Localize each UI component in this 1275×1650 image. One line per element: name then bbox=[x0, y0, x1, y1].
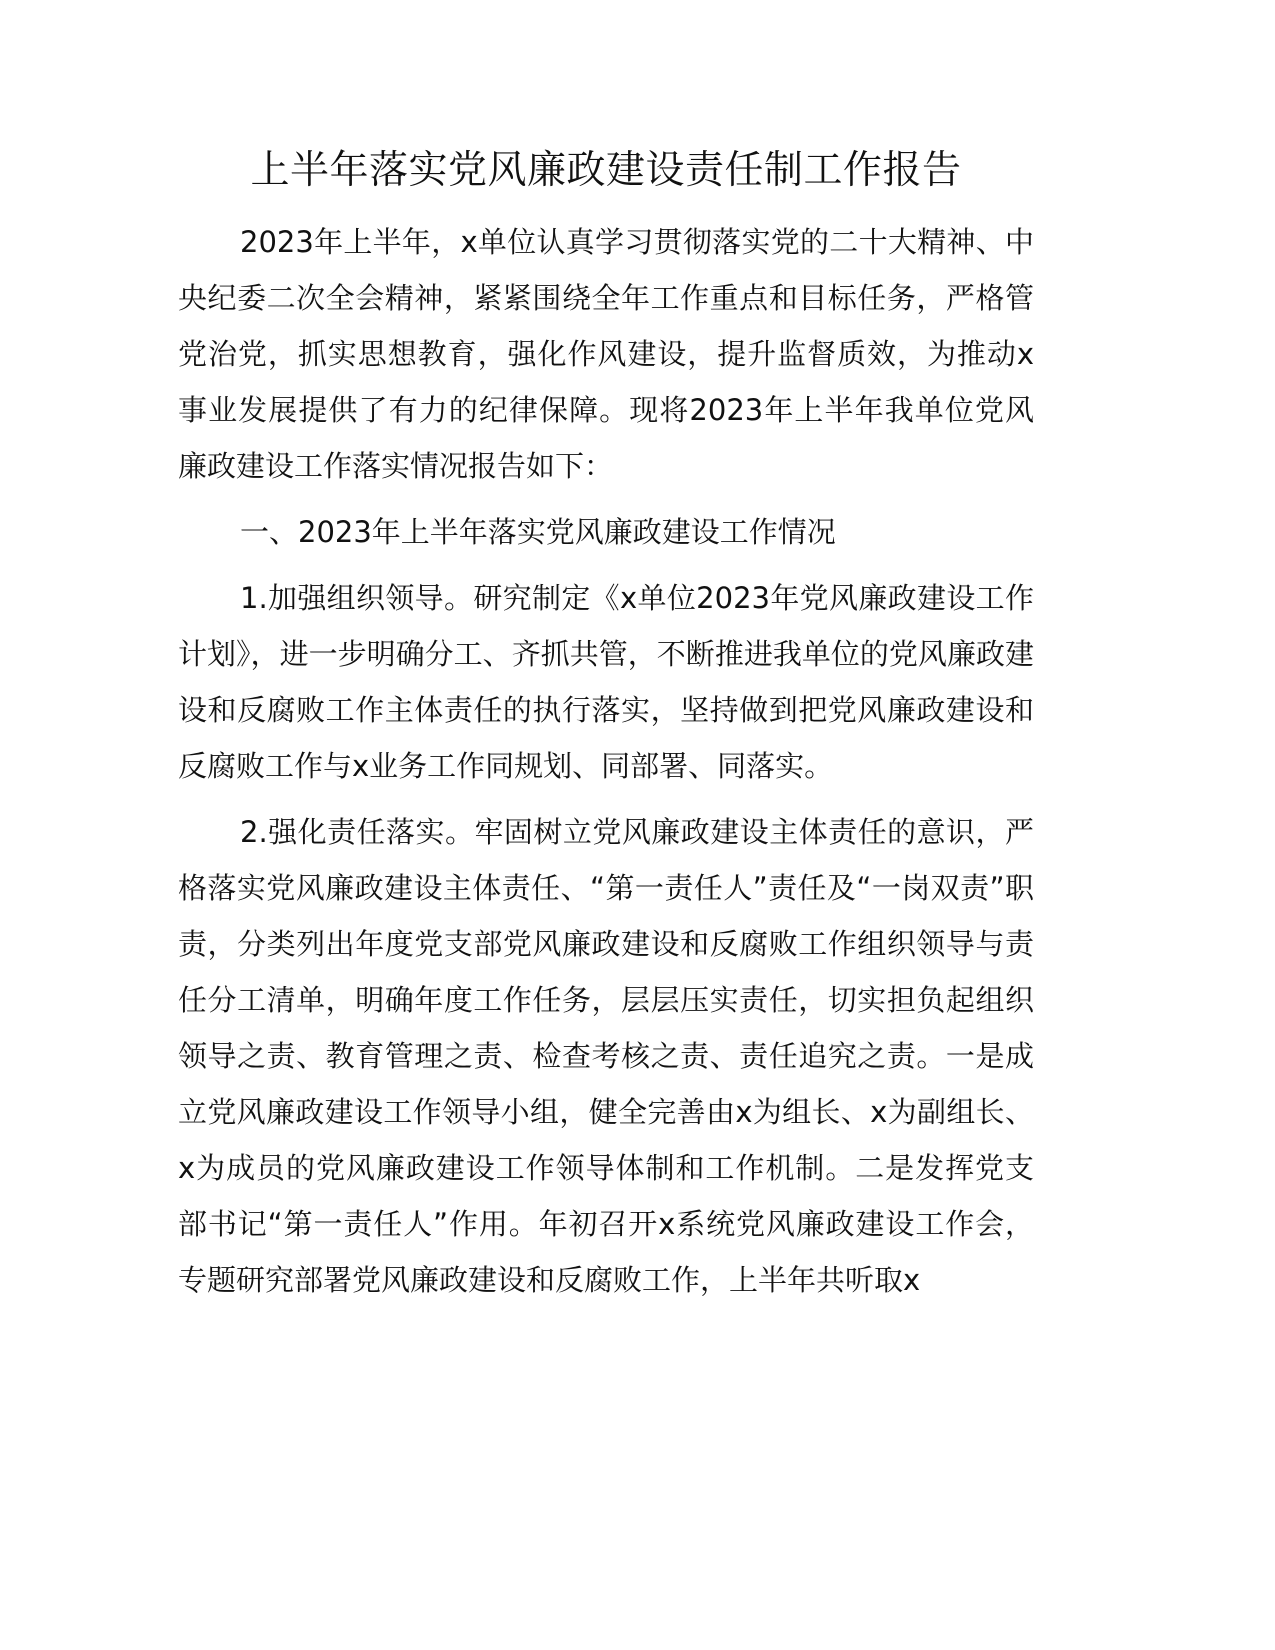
document-page bbox=[178, 140, 1034, 1318]
document-title: 上半年落实党风廉政建设责任制工作报告 bbox=[250, 148, 962, 193]
intro-paragraph: 2023年上半年，x单位认真学习贯彻落实党的二十大精神、中央纪委二次全会精神，紧紧围绕全年工作重点和目标任务，严格管党治党，抓实思想教育，强化作风建设，提升监督质效，为推动x事业发展提供了有力的纪律保障。现将2023年上半年我单位党风廉政建设工作落实情况报告如下： bbox=[178, 225, 1034, 483]
paragraph-strengthen-responsibility: 2.强化责任落实。牢固树立党风廉政建设主体责任的意识，严格落实党风廉政建设主体责任、“第一责任人”责任及“一岗双责”职责，分类列出年度党支部党风廉政建设和反腐败工作组织领导与责任分工清单，明确年度工作任务，层层压实责任，切实担负起组织领导之责、教育管理之责、检查考核之责、责任追究之责。一是成立党风廉政建设工作领导小组，健全完善由x为组长、x为副组长、x为成员的党风廉政建设工作领导体制和工作机制。二是发挥党支部书记“第一责任人”作用。年初召开x系统党风廉政建设工作会，专题研究部署党风廉政建设和反腐败工作，上半年共听取x bbox=[178, 815, 1034, 1297]
paragraph-strengthen-leadership: 1.加强组织领导。研究制定《x单位2023年党风廉政建设工作计划》，进一步明确分工、齐抓共管，不断推进我单位的党风廉政建设和反腐败工作主体责任的执行落实，坚持做到把党风廉政建设和反腐败工作与x业务工作同规划、同部署、同落实。 bbox=[178, 581, 1034, 783]
section-heading: 一、2023年上半年落实党风廉政建设工作情况 bbox=[240, 515, 836, 549]
